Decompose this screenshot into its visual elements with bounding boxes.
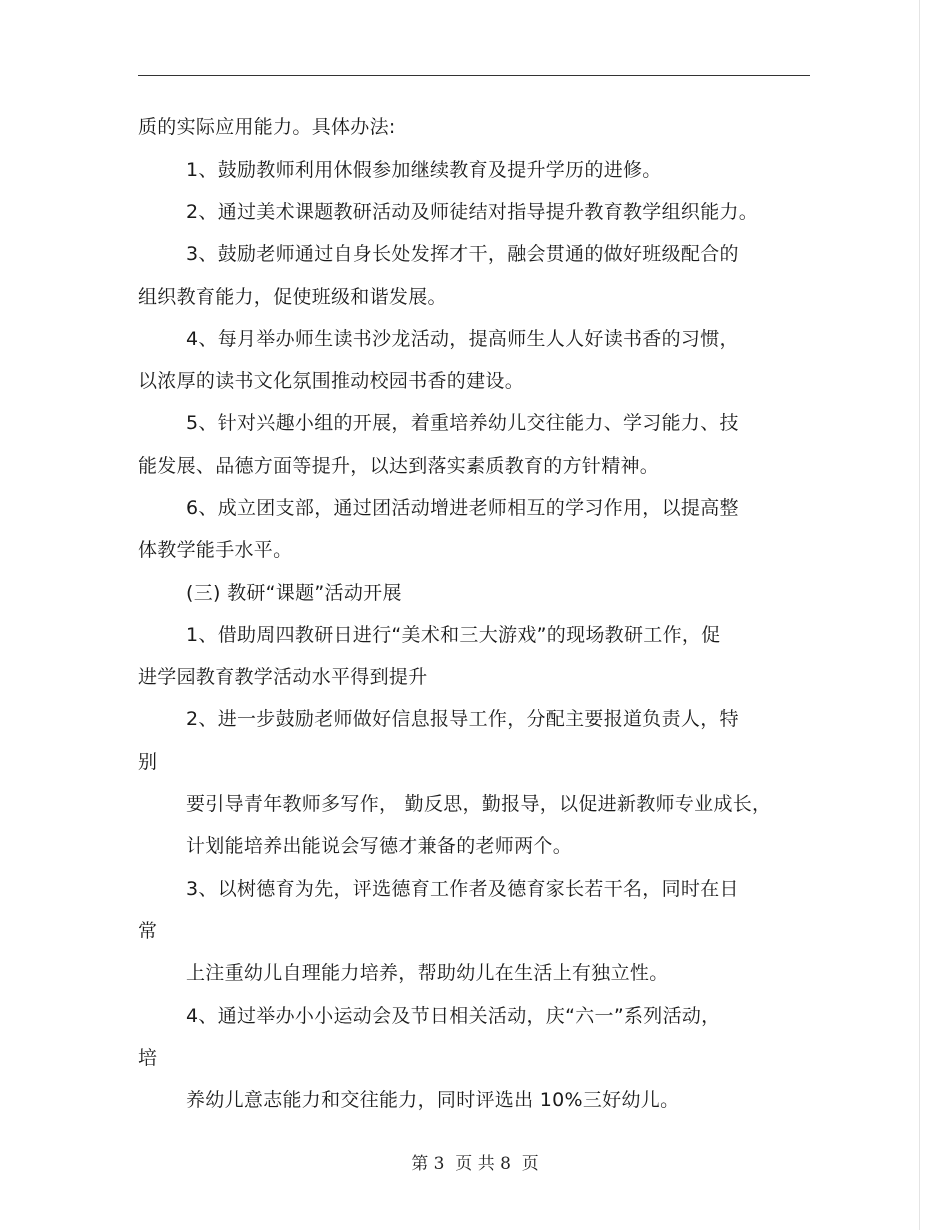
text-line: 质的实际应用能力。具体办法: [138, 116, 396, 138]
text-line: 要引导青年教师多写作， 勤反思，勤报导，以促进新教师专业成长， [186, 793, 772, 815]
text-line: 4、每月举办师生读书沙龙活动，提高师生人人好读书香的习惯， [186, 328, 739, 350]
text-line: 上注重幼儿自理能力培养，帮助幼儿在生活上有独立性。 [186, 962, 669, 984]
text-line: 6、成立团支部，通过团活动增进老师相互的学习作用，以提高整 [186, 497, 739, 519]
page-edge [919, 0, 920, 1230]
text-line: 计划能培养出能说会写德才兼备的老师两个。 [186, 835, 573, 857]
text-line: 2、通过美术课题教研活动及师徒结对指导提升教育教学组织能力。 [186, 201, 759, 223]
text-line: 培 [138, 1047, 158, 1069]
text-line: 4、通过举办小小运动会及节日相关活动，庆“六一”系列活动， [186, 1005, 721, 1027]
section-heading: (三) 教研“课题”活动开展 [186, 582, 402, 604]
text-line: 3、以树德育为先，评选德育工作者及德育家长若干名，同时在日 [186, 878, 739, 900]
text-line: 体教学能手水平。 [138, 539, 293, 561]
header-rule [138, 75, 810, 76]
text-line: 以浓厚的读书文化氛围推动校园书香的建设。 [138, 370, 525, 392]
text-line: 3、鼓励老师通过自身长处发挥才干，融会贯通的做好班级配合的 [186, 243, 739, 265]
text-line: 常 [138, 920, 158, 942]
text-line: 组织教育能力，促使班级和谐发展。 [138, 286, 447, 308]
text-line: 2、进一步鼓励老师做好信息报导工作，分配主要报道负责人，特 [186, 708, 739, 730]
text-line: 进学园教育教学活动水平得到提升 [138, 666, 428, 688]
text-line: 养幼儿意志能力和交往能力，同时评选出 10%三好幼儿。 [186, 1089, 680, 1111]
text-line: 1、借助周四教研日进行“美术和三大游戏”的现场教研工作，促 [186, 624, 721, 646]
page-number-footer: 第 3 页 共 8 页 [411, 1154, 539, 1174]
text-line: 5、针对兴趣小组的开展，着重培养幼儿交往能力、学习能力、技 [186, 412, 739, 434]
text-line: 别 [138, 751, 158, 773]
text-line: 1、鼓励教师利用休假参加继续教育及提升学历的进修。 [186, 159, 662, 181]
text-line: 能发展、品德方面等提升，以达到落实素质教育的方针精神。 [138, 455, 660, 477]
